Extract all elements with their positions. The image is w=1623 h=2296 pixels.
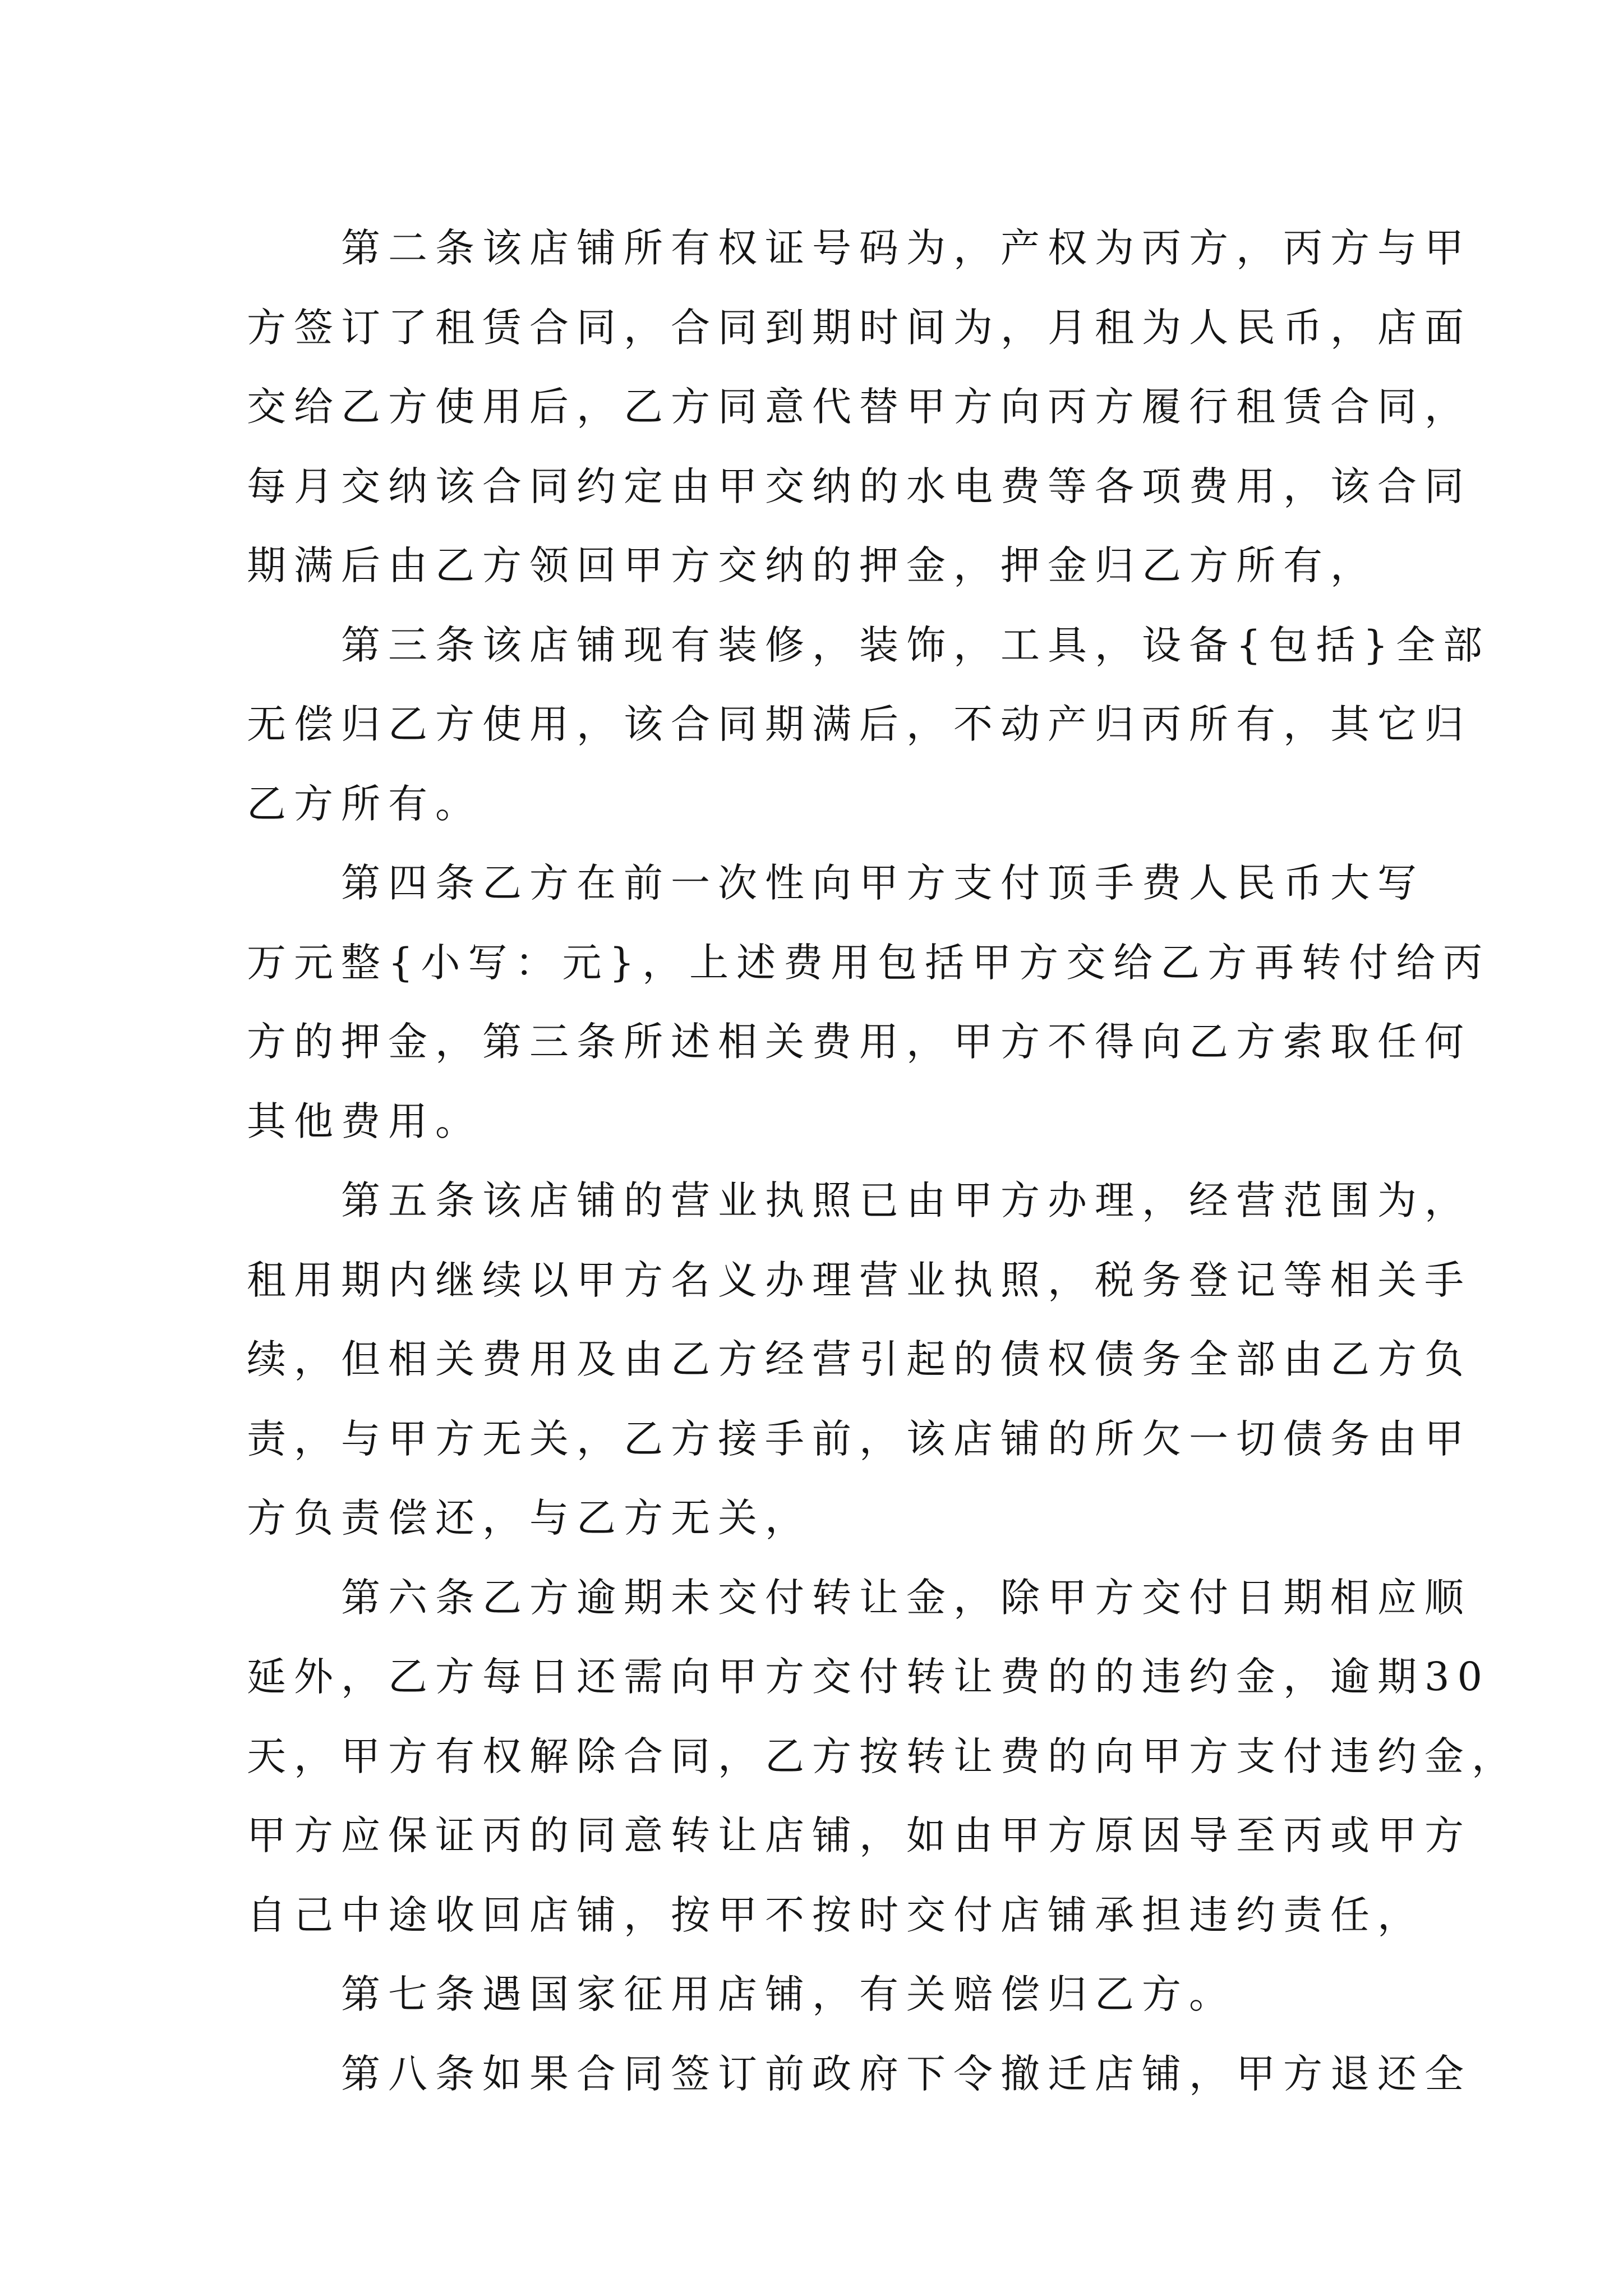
- clause-3-paragraph: [247, 606, 1491, 844]
- document-body: [247, 209, 1519, 2114]
- text-line: 甲方应保证丙的同意转让店铺，如由甲方原因导至丙或甲方: [247, 1812, 1472, 1858]
- text-line: 交给乙方使用后，乙方同意代替甲方向丙方履行租赁合同，: [247, 384, 1472, 430]
- clause-4-paragraph: [247, 844, 1491, 1161]
- text-line: 续，但相关费用及由乙方经营引起的债权债务全部由乙方负: [247, 1336, 1472, 1382]
- text-line: 自己中途收回店铺，按甲不按时交付店铺承担违约责任，: [247, 1892, 1424, 1938]
- text-line: 第六条乙方逾期未交付转让金，除甲方交付日期相应顺: [341, 1574, 1472, 1621]
- text-line: 第四条乙方在前一次性向甲方支付顶手费人民币大写: [341, 860, 1424, 906]
- text-line: 第七条遇国家征用店铺，有关赔偿归乙方。: [341, 1971, 1236, 2017]
- text-line: 方签订了租赁合同，合同到期时间为，月租为人民币，店面: [247, 304, 1472, 351]
- text-line: 第二条该店铺所有权证号码为，产权为丙方，丙方与甲: [341, 225, 1472, 271]
- text-line: 租用期内继续以甲方名义办理营业执照，税务登记等相关手: [247, 1257, 1472, 1303]
- text-line: 期满后由乙方领回甲方交纳的押金，押金归乙方所有，: [247, 542, 1377, 588]
- text-line: 乙方所有。: [247, 780, 482, 827]
- clause-8-paragraph: [247, 2035, 1472, 2114]
- text-line: 其他费用。: [247, 1098, 482, 1144]
- text-line: 方的押金，第三条所述相关费用，甲方不得向乙方索取任何: [247, 1019, 1472, 1065]
- text-line: 方负责偿还，与乙方无关，: [247, 1495, 812, 1541]
- text-line: 每月交纳该合同约定由甲交纳的水电费等各项费用，该合同: [247, 463, 1472, 509]
- text-line: 责，与甲方无关，乙方接手前，该店铺的所欠一切债务由甲: [247, 1415, 1472, 1462]
- text-line: 第五条该店铺的营业执照已由甲方办理，经营范围为，: [341, 1177, 1472, 1223]
- text-line: 延外，乙方每日还需向甲方交付转让费的的违约金，逾期30: [247, 1654, 1491, 1700]
- text-line: 天，甲方有权解除合同，乙方按转让费的向甲方支付违约金，: [247, 1733, 1519, 1779]
- clause-7-paragraph: [247, 1955, 1396, 2035]
- text-line: 万元整{小写：元}，上述费用包括甲方交给乙方再转付给丙: [247, 939, 1491, 986]
- clause-6-paragraph: [247, 1558, 1519, 1955]
- text-line: 第三条该店铺现有装修，装饰，工具，设备{包括}全部: [341, 622, 1491, 668]
- text-line: 无偿归乙方使用，该合同期满后，不动产归丙所有，其它归: [247, 701, 1472, 747]
- clause-2-paragraph: [247, 209, 1472, 606]
- text-line: 第八条如果合同签订前政府下令撤迁店铺，甲方退还全: [341, 2050, 1472, 2097]
- clause-5-paragraph: [247, 1161, 1472, 1558]
